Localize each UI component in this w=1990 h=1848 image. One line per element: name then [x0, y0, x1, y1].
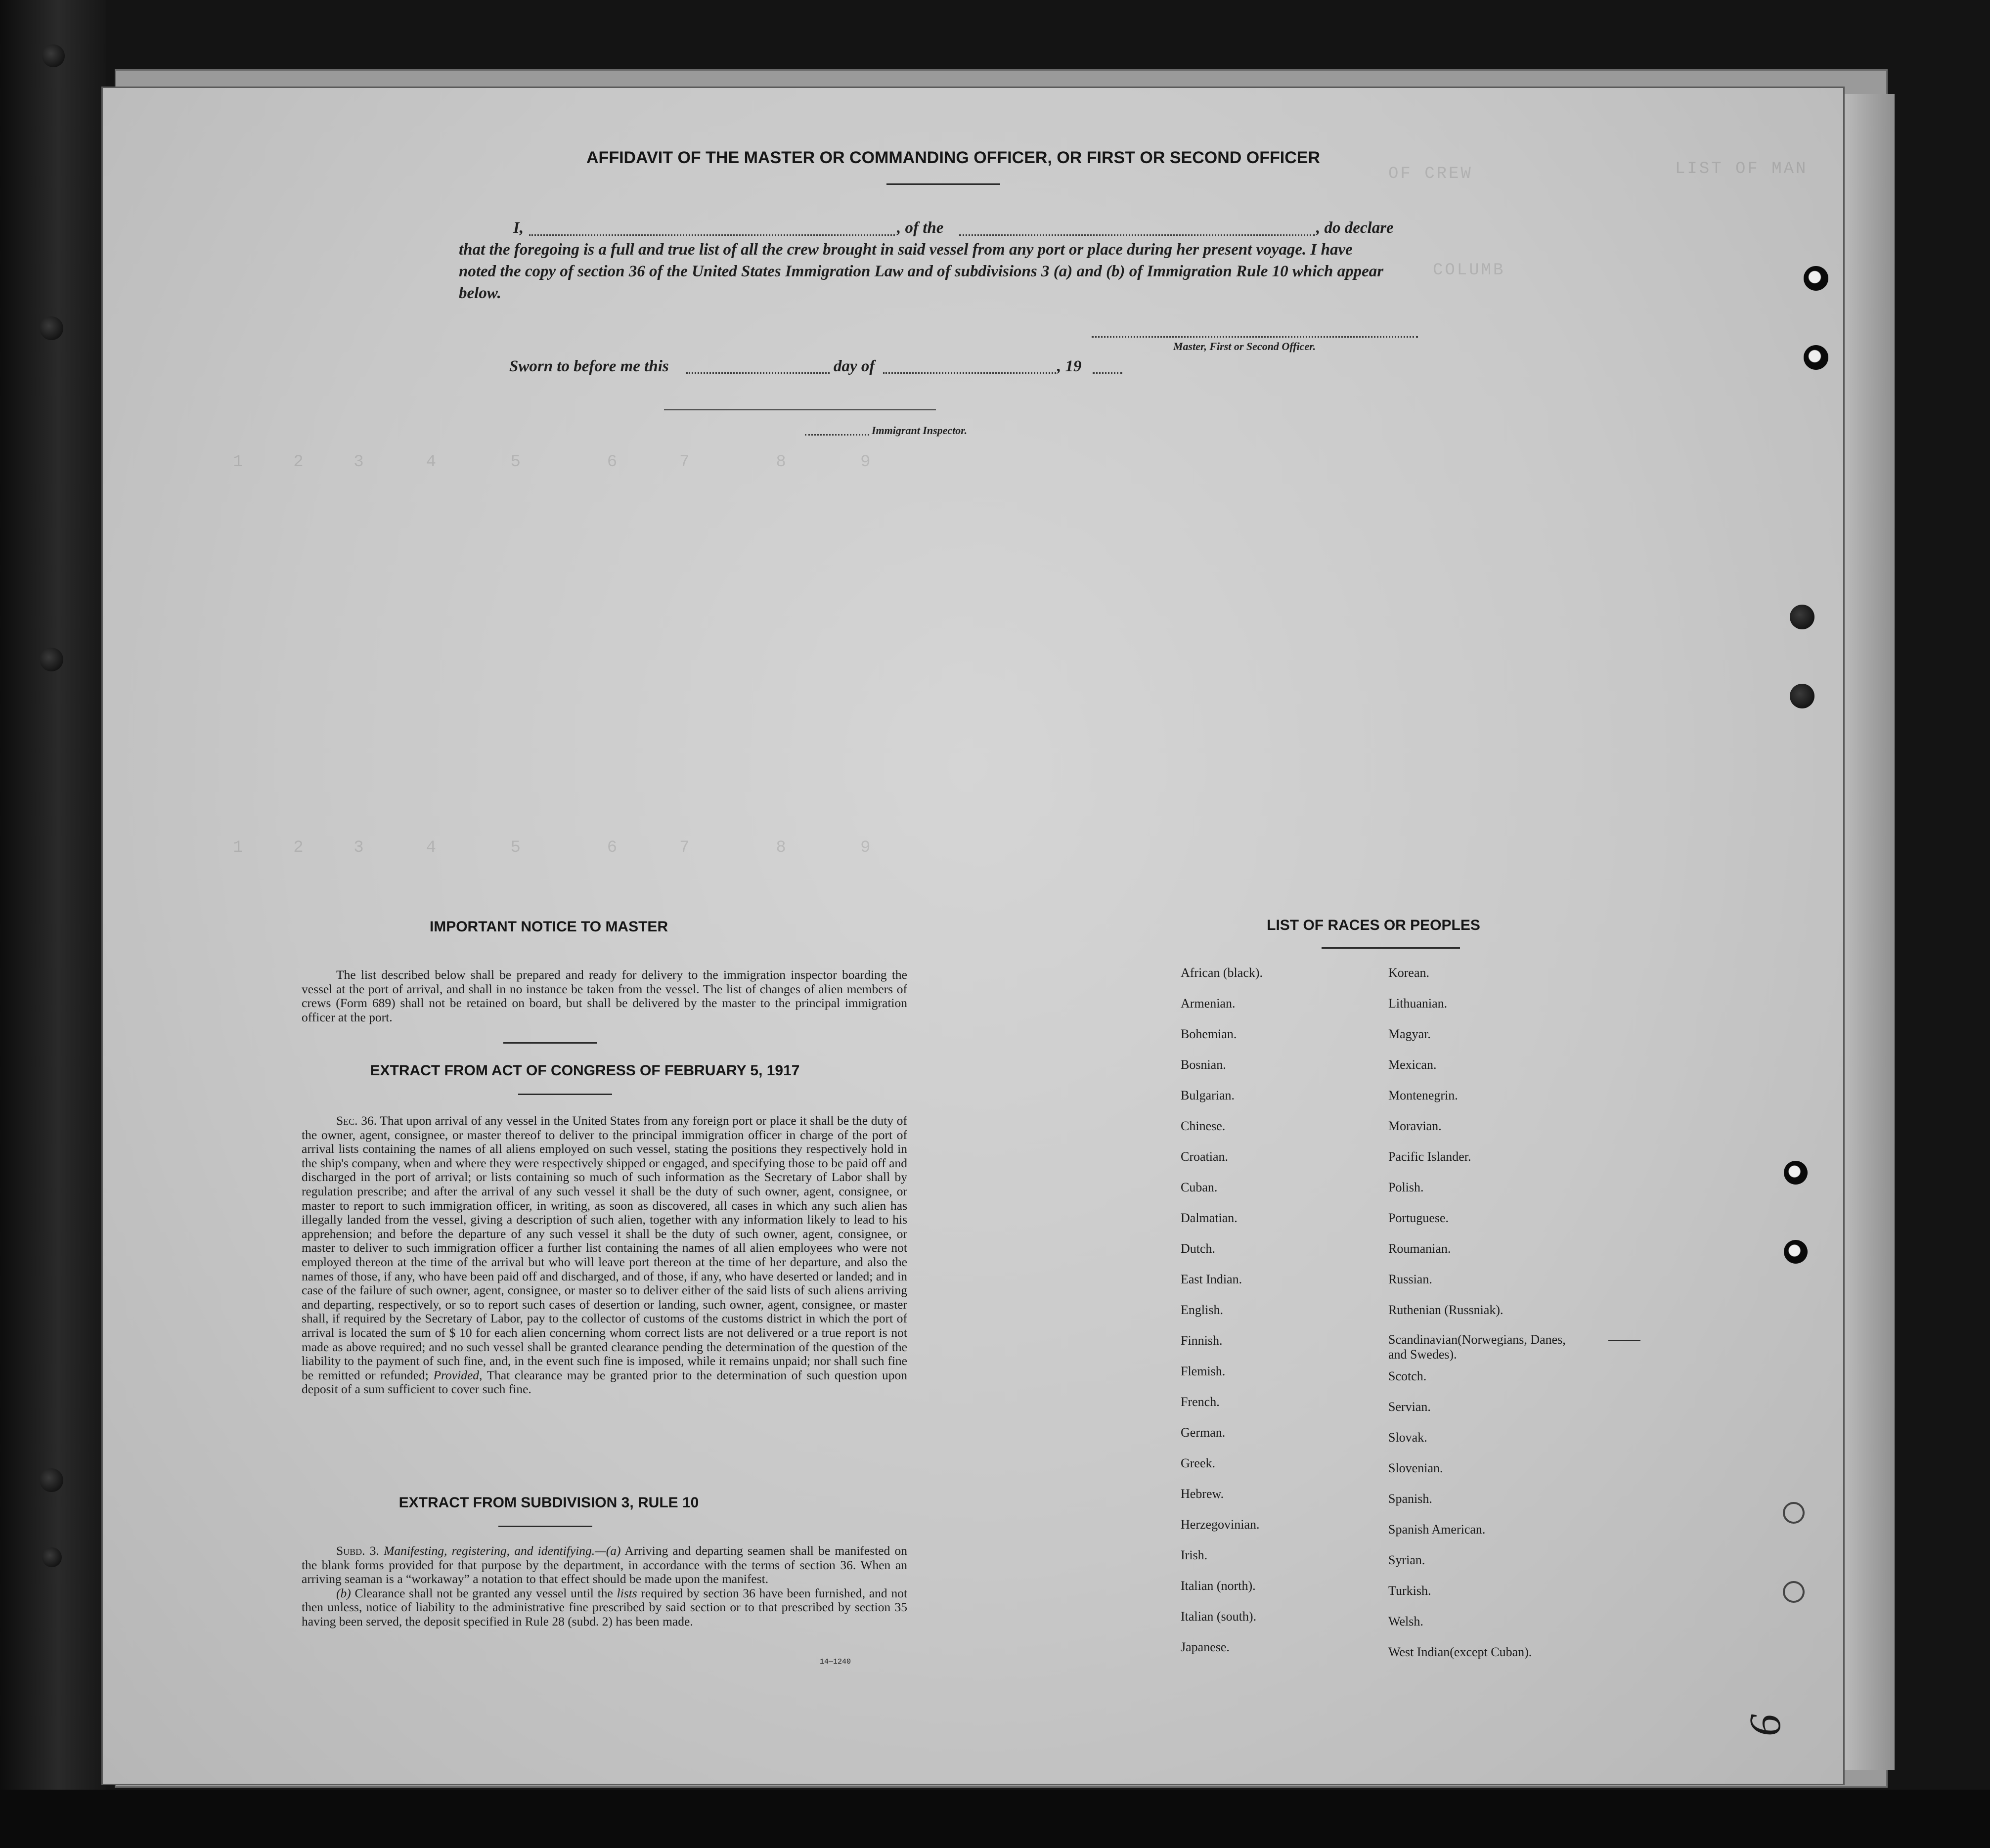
inspector-signature-blank — [664, 409, 936, 410]
bleed-through-text: 1 2 3 4 5 6 7 8 9 — [197, 453, 873, 472]
race-item: Greek. — [1181, 1456, 1216, 1470]
sworn-day-blank — [686, 372, 830, 374]
section-label: Sec. 36. — [336, 1113, 377, 1128]
affidavit-i: I, — [513, 219, 524, 237]
margin-mark — [1608, 1340, 1640, 1341]
binding-hole-icon — [42, 44, 65, 67]
race-item: Cuban. — [1181, 1180, 1218, 1194]
name-blank — [529, 234, 895, 236]
rule-text-a: Arriving and departing seamen shall be manifested on the blank forms provided for that purpose by the department, in accordance with the terms of section 36. When an arriving seaman is a “workaway” a notation to that effect should be made upon the manifest. — [302, 1543, 908, 1586]
race-item: Irish. — [1181, 1548, 1208, 1562]
race-item: Scotch. — [1388, 1369, 1427, 1383]
race-item: Montenegrin. — [1388, 1088, 1458, 1102]
section-rule — [503, 1042, 597, 1044]
race-item: Slovenian. — [1388, 1461, 1443, 1475]
race-item: Italian (south). — [1181, 1609, 1257, 1624]
race-item: Hebrew. — [1181, 1487, 1224, 1501]
affidavit-title: AFFIDAVIT OF THE MASTER OR COMMANDING OFFICER, OR FIRST OR SECOND OFFICER — [586, 148, 1320, 167]
b-label: (b) — [336, 1585, 351, 1600]
race-item: Spanish. — [1388, 1492, 1432, 1506]
rule-text-b1: Clearance shall not be granted any vessel until the — [354, 1585, 613, 1600]
race-item: German. — [1181, 1425, 1226, 1440]
back-sheet-edge — [1839, 94, 1895, 1770]
notice-text — [302, 968, 907, 1024]
race-item: Scandinavian(Norwegians, Danes, and Swedes). — [1388, 1332, 1566, 1362]
affidavit-of-the: , of the — [897, 219, 944, 237]
race-item: Syrian. — [1388, 1553, 1425, 1567]
race-item: African (black). — [1181, 966, 1263, 980]
rule-paragraph-a — [302, 1544, 907, 1586]
punch-hole-icon — [1783, 1581, 1805, 1603]
punch-hole-icon — [1783, 1502, 1805, 1524]
subd-heading: Manifesting, registering, and identifying.—(a) — [384, 1543, 621, 1558]
race-item: Japanese. — [1181, 1640, 1230, 1654]
race-item: Dutch. — [1181, 1241, 1216, 1256]
race-item: Turkish. — [1388, 1584, 1431, 1598]
race-item: French. — [1181, 1395, 1220, 1409]
sworn-year: , 19 — [1057, 357, 1082, 375]
signature-blank — [1092, 336, 1418, 338]
race-item: Polish. — [1388, 1180, 1424, 1194]
inspector-label: Immigrant Inspector. — [872, 424, 968, 437]
binding-hole-icon — [40, 316, 63, 340]
lists-word: lists — [617, 1585, 637, 1600]
scanner-edge-left — [0, 0, 106, 1848]
race-item: Slovak. — [1388, 1430, 1427, 1445]
race-item: Roumanian. — [1388, 1241, 1451, 1256]
punch-hole-icon — [1784, 1240, 1808, 1264]
signature-label: Master, First or Second Officer. — [1173, 340, 1316, 352]
rule-extract-title: EXTRACT FROM SUBDIVISION 3, RULE 10 — [398, 1495, 699, 1511]
bleed-through-text: COLUMB — [1433, 261, 1505, 280]
section-rule — [498, 1526, 592, 1527]
race-item: East Indian. — [1181, 1272, 1242, 1286]
title-rule — [886, 183, 1000, 185]
act-body-end: That clearance may be granted prior to the determination of such question upon deposit of a sum sufficient to cover such fine. — [302, 1367, 908, 1397]
race-item: Chinese. — [1181, 1119, 1226, 1133]
race-item: Magyar. — [1388, 1027, 1431, 1041]
race-item: Lithuanian. — [1388, 996, 1448, 1011]
race-item: Herzegovinian. — [1181, 1517, 1260, 1532]
page-number-mark: 6 — [1741, 1714, 1790, 1736]
race-item: Moravian. — [1388, 1119, 1442, 1133]
race-item: Servian. — [1388, 1400, 1431, 1414]
notice-paragraph: The list described below shall be prepared and ready for delivery to the immigration inspector boarding the vessel at the port of arrival, and shall in no instance be taken from the vessel. The list of changes of alien members of crews (Form 689) shall not be retained on board, but shall be delivered by the master to the principal immigration officer at the port. — [302, 968, 907, 1024]
act-extract-title: EXTRACT FROM ACT OF CONGRESS OF FEBRUARY 5, 1917 — [370, 1062, 800, 1079]
races-rule — [1322, 947, 1460, 949]
race-item: Portuguese. — [1388, 1211, 1449, 1225]
race-item: Bulgarian. — [1181, 1088, 1235, 1102]
race-item: Russian. — [1388, 1272, 1432, 1286]
punch-hole-icon — [1804, 266, 1828, 291]
affidavit-do-declare: , do declare — [1316, 219, 1394, 237]
punch-hole-icon — [1790, 605, 1814, 629]
rule-paragraph-b — [302, 1586, 907, 1629]
race-item: Flemish. — [1181, 1364, 1226, 1378]
race-item: Finnish. — [1181, 1333, 1223, 1348]
races-title: LIST OF RACES OR PEOPLES — [1267, 917, 1480, 933]
bleed-through-text: 1 2 3 4 5 6 7 8 9 — [197, 838, 873, 857]
race-item: Croatian. — [1181, 1149, 1229, 1164]
race-item: West Indian(except Cuban). — [1388, 1645, 1532, 1659]
race-item: English. — [1181, 1303, 1223, 1317]
binding-hole-icon — [42, 1547, 62, 1567]
race-item: Mexican. — [1388, 1057, 1437, 1072]
act-paragraph — [302, 1114, 907, 1397]
notice-title: IMPORTANT NOTICE TO MASTER — [429, 919, 668, 935]
race-item: Ruthenian (Russniak). — [1388, 1303, 1504, 1317]
bleed-through-text: LIST OF MAN — [1675, 160, 1808, 178]
race-item: Welsh. — [1388, 1614, 1423, 1628]
act-extract-text — [302, 1114, 907, 1397]
binding-hole-icon — [40, 648, 63, 671]
scanner-edge-bottom — [0, 1790, 1990, 1848]
rule-text-b2: required by section 36 have been furnished, and not then unless, notice of liability to the administrative fine prescribed by said section or to that prescribed by section 35 having been served, the deposit specified in Rule 28 (subd. 2) has been made. — [302, 1585, 908, 1628]
punch-hole-icon — [1804, 345, 1828, 370]
race-item: Bosnian. — [1181, 1057, 1226, 1072]
sworn-month-blank — [883, 372, 1056, 374]
document-page — [103, 88, 1843, 1784]
punch-hole-icon — [1790, 684, 1814, 708]
subd-label: Subd. 3. — [336, 1543, 379, 1558]
bleed-through-text: OF CREW — [1388, 165, 1473, 183]
rule-extract-text — [302, 1544, 907, 1629]
sworn-year-blank — [1093, 372, 1122, 374]
vessel-blank — [959, 234, 1315, 236]
race-item: Pacific Islander. — [1388, 1149, 1471, 1164]
race-item: Bohemian. — [1181, 1027, 1237, 1041]
race-item: Armenian. — [1181, 996, 1236, 1011]
section-rule — [518, 1094, 612, 1095]
sworn-text: Sworn to before me this — [509, 357, 669, 375]
act-body: That upon arrival of any vessel in the United States from any foreign port or place it shall be the duty of the owner, agent, consignee, or master thereof to deliver to the principal immigration officer in charge of the port of arrival lists containing the names of all aliens employed on such vessel, stating the positions they respectively hold in the ship's company, when and where they were respectively shipped or engaged, and specifying those to be paid off and discharged in the port of arrival; or lists containing so much of such information as the Secretary of Labor shall by regulation prescribe; and after the arrival of any such vessel it shall be the duty of such owner, agent, consignee, or master to report to such immigration officer, in writing, as soon as discovered, all cases in which any such alien has illegally landed from the vessel, giving a description of such alien, together with any information likely to lead to his apprehension; and before the departure of any such vessel it shall be the duty of such owner, agent, consignee, or master to deliver to such immigration officer a further list containing the names of all alien employees who were not employed thereon at the time of the arrival but who will leave port thereon at the time of her departure, and also the names of those, if any, who have been paid off and discharged, and of those, if any, who have deserted or landed; and in case of the failure of such owner, agent, consignee, or master so to deliver either of the said lists of such aliens arriving and departing, respectively, or so to report such cases of desertion or landing, such owner, agent, consignee, or master shall, if required by the Secretary of Labor, pay to the collector of customs of the customs district in which the port of arrival is located the sum of $ 10 for each alien concerning whom correct lists are not delivered or a true report is not made as above required; and no such vessel shall be granted clearance pending the determination of the question of the liability to the payment of such fine, and, in the event such fine is imposed, while it remains unpaid; nor shall such fine be remitted or refunded; — [302, 1113, 907, 1382]
race-item: Korean. — [1388, 966, 1430, 980]
binding-hole-icon — [40, 1468, 63, 1492]
affidavit-body: that the foregoing is a full and true list of all the crew brought in said vessel from any port or place during her present voyage. I have noted the copy of section 36 of the United States Immigration Law and of subdivisions 3 (a) and (b) of Immigration Rule 10 which appear below. — [459, 241, 1384, 302]
race-item: Dalmatian. — [1181, 1211, 1238, 1225]
race-item: Spanish American. — [1388, 1522, 1486, 1537]
punch-hole-icon — [1784, 1161, 1808, 1185]
provided-label: Provided, — [433, 1367, 483, 1382]
sworn-day-of: day of — [834, 357, 875, 375]
form-number: 14—1240 — [820, 1658, 851, 1666]
race-item: Italian (north). — [1181, 1579, 1256, 1593]
inspector-dots — [805, 434, 869, 436]
